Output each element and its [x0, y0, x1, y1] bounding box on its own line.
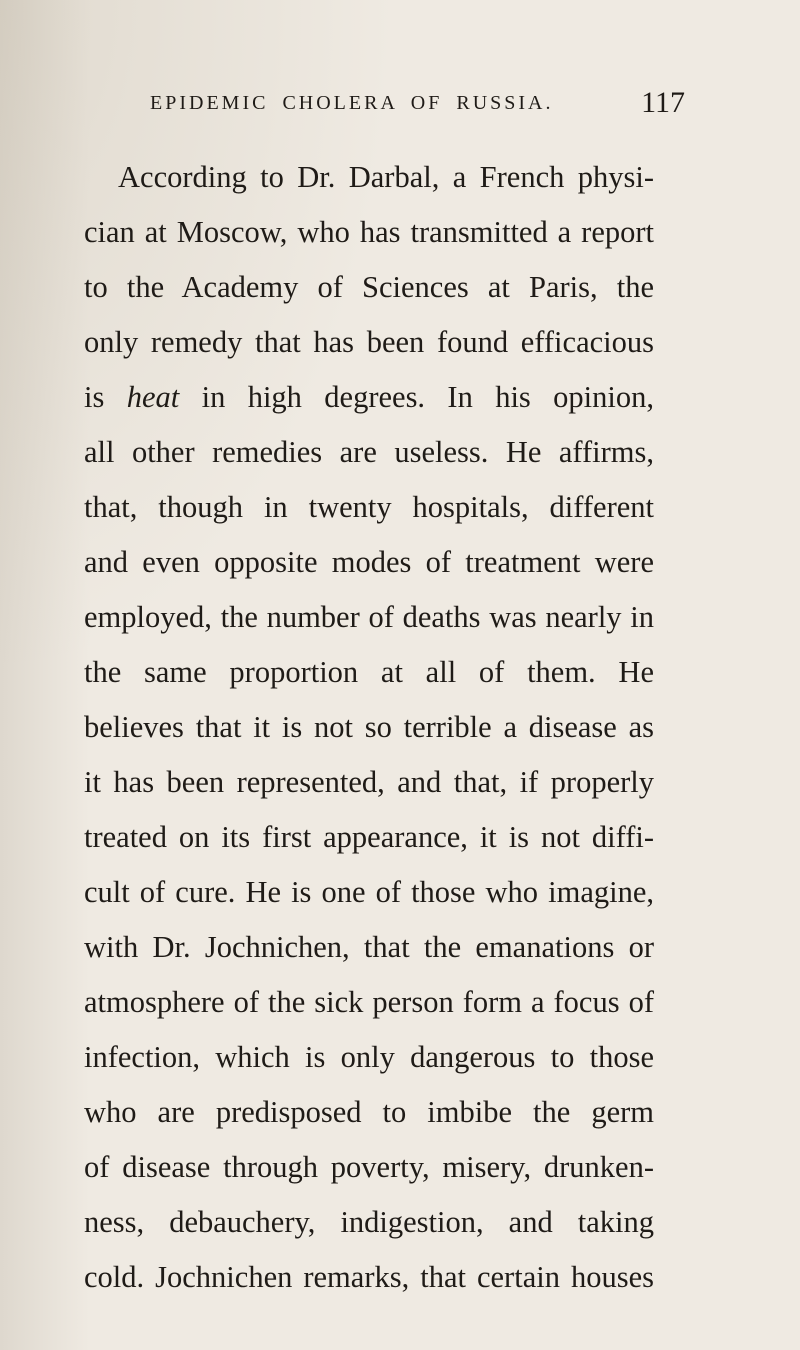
text-line: is heat in high degrees. In his opinion,: [84, 380, 654, 414]
text-line: and even opposite modes of treatment were: [84, 545, 654, 579]
text-line: cult of cure. He is one of those who imagine,: [84, 875, 654, 909]
text-line: that, though in twenty hospitals, different: [84, 490, 654, 524]
text-line: cold. Jochnichen remarks, that certain houses: [84, 1260, 654, 1294]
text-line: the same proportion at all of them. He: [84, 655, 654, 689]
text-line: it has been represented, and that, if properly: [84, 765, 654, 799]
italic-word: heat: [126, 380, 180, 414]
text-line: with Dr. Jochnichen, that the emanations or: [84, 930, 654, 964]
text-line: According to Dr. Darbal, a French physi-: [118, 160, 654, 194]
text-line: all other remedies are useless. He affirms,: [84, 435, 654, 469]
text-line: believes that it is not so terrible a disease as: [84, 710, 654, 744]
text-line: only remedy that has been found efficacious: [84, 325, 654, 359]
text-line: cian at Moscow, who has transmitted a report: [84, 215, 654, 249]
text-line: to the Academy of Sciences at Paris, the: [84, 270, 654, 304]
text-line: treated on its first appearance, it is not diffi-: [84, 820, 654, 854]
text-line: who are predisposed to imbibe the germ: [84, 1095, 654, 1129]
running-title: EPIDEMIC CHOLERA OF RUSSIA.: [150, 92, 554, 114]
text-line: of disease through poverty, misery, drunken-: [84, 1150, 654, 1184]
text-line: employed, the number of deaths was nearly in: [84, 600, 654, 634]
text-line: infection, which is only dangerous to those: [84, 1040, 654, 1074]
text-line: atmosphere of the sick person form a focus of: [84, 985, 654, 1019]
page-number: 117: [641, 86, 685, 119]
text-line: ness, debauchery, indigestion, and taking: [84, 1205, 654, 1239]
